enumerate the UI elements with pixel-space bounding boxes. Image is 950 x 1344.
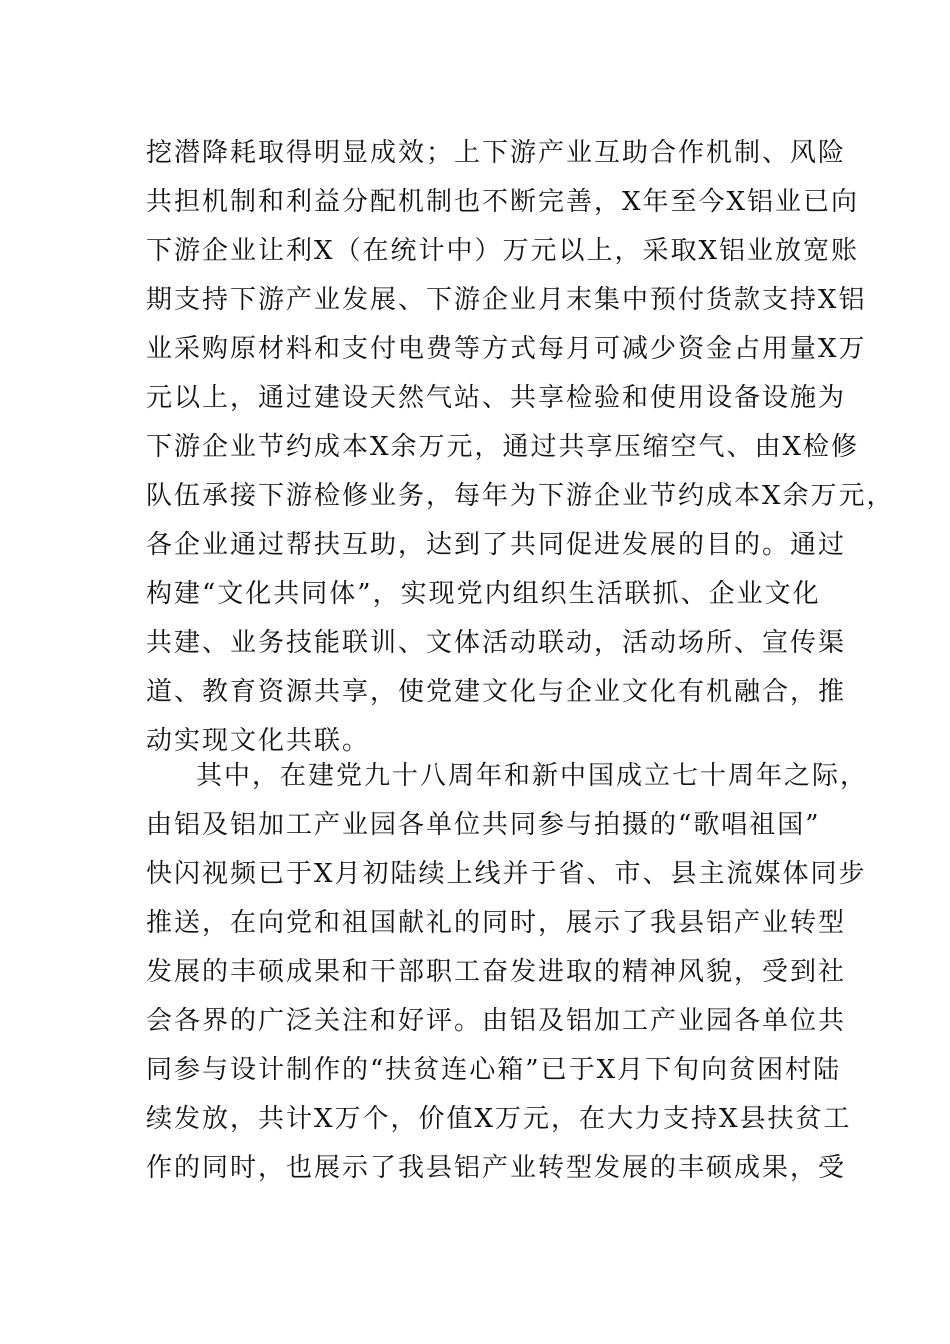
paragraph-line: 队伍承接下游检修业务，每年为下游企业节约成本X余万元，: [146, 481, 895, 511]
paragraph-line: 元以上，通过建设天然气站、共享检验和使用设备设施为: [146, 383, 847, 413]
paragraph-line: 同参与设计制作的“扶贫连心箱”已于X月下旬向贫困村陆: [146, 1055, 842, 1085]
paragraph-line: 动实现文化共联。: [146, 726, 371, 756]
paragraph-line: 构建“文化共同体”，实现党内组织生活联抓、企业文化: [146, 579, 821, 609]
paragraph-line: 续发放，共计X万个，价值X万元，在大力支持X县扶贫工: [146, 1104, 852, 1134]
paragraph-line: 快闪视频已于X月初陆续上线并于省、市、县主流媒体同步: [146, 859, 867, 889]
paragraph-line: 道、教育资源共享，使党建文化与企业文化有机融合，推: [146, 677, 847, 707]
paragraph-line: 下游企业让利X（在统计中）万元以上，采取X铝业放宽账: [146, 236, 860, 266]
paragraph-line: 由铝及铝加工产业园各单位共同参与拍摄的“歌唱祖国”: [146, 810, 821, 840]
paragraph-line: 期支持下游产业发展、下游企业月末集中预付货款支持X铝: [146, 285, 867, 315]
paragraph-line: 下游企业节约成本X余万元，通过共享压缩空气、由X检修: [146, 432, 860, 462]
paragraph-line: 会各界的广泛关注和好评。由铝及铝加工产业园各单位共: [146, 1006, 847, 1036]
paragraph-line: 发展的丰硕成果和干部职工奋发进取的精神风貌，受到社: [146, 957, 847, 987]
paragraph-line: 其中，在建党九十八周年和新中国成立七十周年之际，: [196, 761, 869, 791]
paragraph-line: 共建、业务技能联训、文体活动联动，活动场所、宣传渠: [146, 628, 847, 658]
paragraph-line: 各企业通过帮扶互助，达到了共同促进发展的目的。通过: [146, 530, 847, 560]
paragraph-line: 作的同时，也展示了我县铝产业转型发展的丰硕成果，受: [146, 1153, 847, 1183]
paragraph-line: 共担机制和利益分配机制也不断完善，X年至今X铝业已向: [146, 187, 860, 217]
paragraph-1: [146, 129, 895, 766]
paragraph-line: 业采购原材料和支付电费等方式每月可减少资金占用量X万: [146, 334, 867, 364]
paragraph-line: 挖潜降耗取得明显成效；上下游产业互助合作机制、风险: [146, 138, 847, 168]
paragraph-line: 推送，在向党和祖国献礼的同时，展示了我县铝产业转型: [146, 908, 847, 938]
paragraph-2: [146, 752, 869, 1193]
